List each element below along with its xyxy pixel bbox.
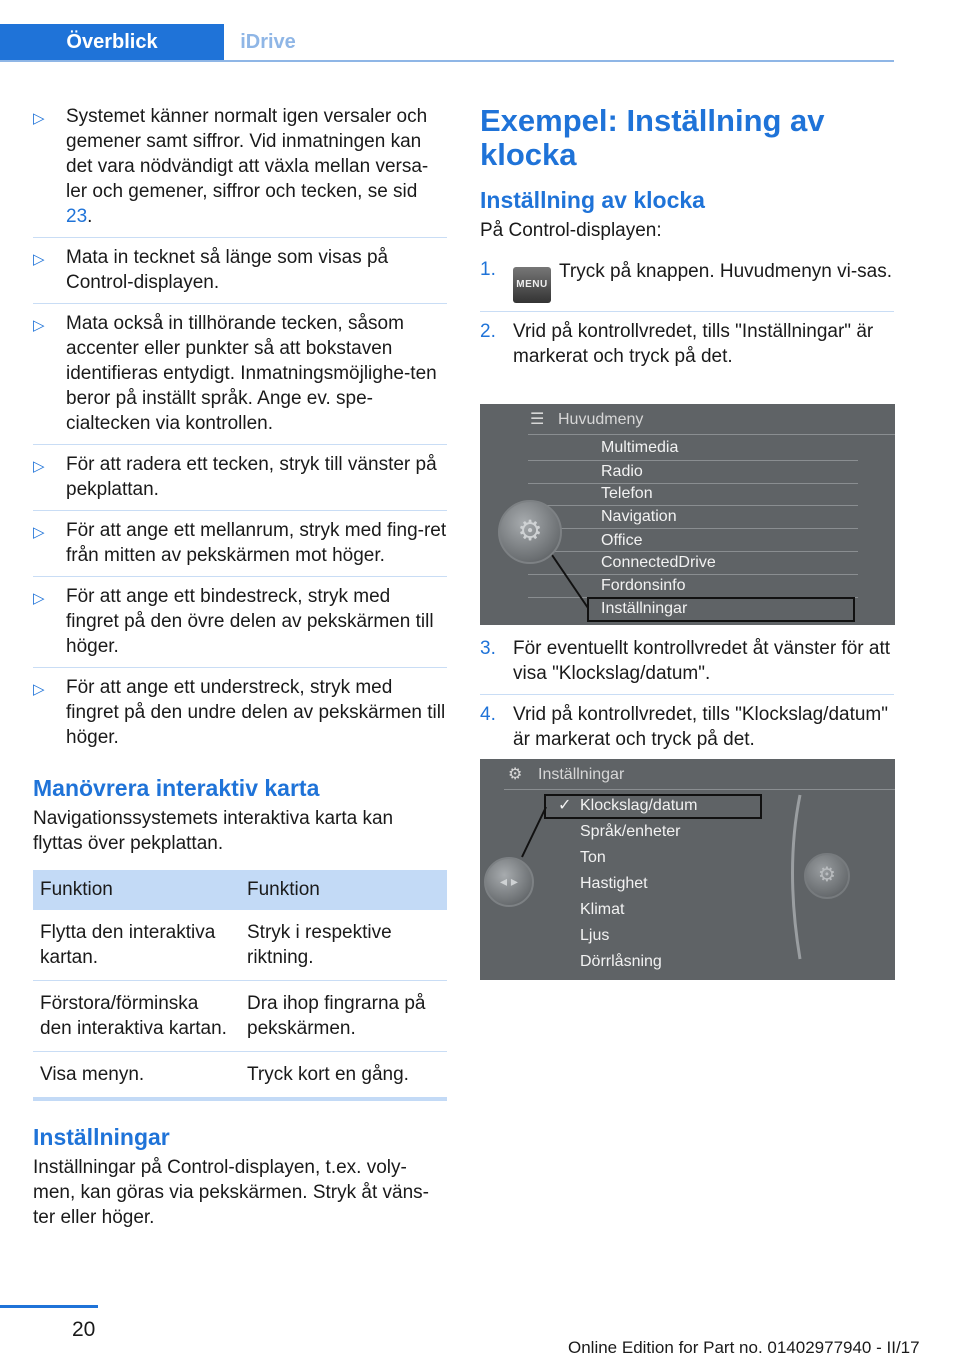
settings-heading: Inställningar [33, 1124, 170, 1150]
menu-item: Radio [601, 463, 643, 480]
list-item: ▷ För att ange ett understreck, stryk med fingret på den undre delen av pekskärmen till höger. [33, 677, 446, 748]
intro-text: På Control-displayen: [480, 220, 662, 241]
list-item: ▷ För att radera ett tecken, stryk till vänster på pekplattan. [33, 452, 447, 511]
menu-item: Ljus [580, 927, 610, 944]
settings-text: Inställningar på Control-displayen, t.ex. voly-men, kan göras via pekskärmen. Stryk åt väns-ter eller höger. [33, 1157, 429, 1228]
step-item: 3. För eventuellt kontrollvredet åt vänster för att visa "Klockslag/datum". [480, 636, 894, 695]
map-heading: Manövrera interaktiv karta [33, 775, 320, 801]
table-row [33, 981, 447, 1052]
page-number: 20 [72, 1318, 96, 1341]
menu-item-selected: Klockslag/datum [580, 797, 698, 814]
triangle-bullet-icon: ▷ [33, 681, 45, 698]
edition-text: Online Edition for Part no. 01402977940 - II/17 [568, 1338, 920, 1357]
table-cell: Visa menyn. [33, 1052, 240, 1100]
clock-subheading: Inställning av klocka [480, 187, 705, 213]
table-cell: Tryck kort en gång. [240, 1052, 447, 1100]
menu-item: Dörrlåsning [580, 953, 662, 970]
triangle-bullet-icon: ▷ [33, 458, 45, 475]
left-right-arrows-icon: ◂ ▸ [484, 857, 534, 907]
list-item: ▷ För att ange ett bindestreck, stryk med fingret på den övre delen av pekskärmen till höger. [33, 584, 447, 668]
check-icon: ✓ [558, 797, 572, 814]
table-cell: Dra ihop fingrarna på pekskärmen. [240, 981, 447, 1052]
gear-icon: ⚙ [498, 500, 562, 564]
step-item: 2. Vrid på kontrollvredet, tills "Inställningar" är markerat och tryck på det. [480, 321, 874, 367]
table-header: Funktion [240, 870, 447, 910]
page-link[interactable]: 23 [66, 206, 88, 227]
table-cell: Förstora/förminska den interaktiva kartan. [33, 981, 240, 1052]
gear-icon: ⚙ [508, 766, 523, 783]
table-row [33, 1052, 447, 1100]
steps-list-b [480, 636, 894, 767]
triangle-bullet-icon: ▷ [33, 317, 45, 334]
menu-item: Språk/enheter [580, 823, 681, 840]
list-item: ▷ Mata in tecknet så länge som visas på Control-displayen. [33, 245, 447, 304]
example-title: Exempel: Inställning av klocka [480, 103, 825, 172]
step-item: 4. Vrid på kontrollvredet, tills "Klockslag/datum" är markerat och tryck på det. [480, 704, 888, 750]
triangle-bullet-icon: ▷ [33, 110, 45, 127]
triangle-bullet-icon: ▷ [33, 524, 45, 541]
header-tabs [0, 24, 894, 62]
screenshot-main-menu [480, 404, 895, 625]
table-row [33, 910, 447, 981]
map-text: Navigationssystemets interaktiva karta kan flyttas över pekplattan. [33, 808, 394, 854]
menu-item: Telefon [601, 485, 653, 502]
left-column [33, 104, 447, 1238]
footer-rule [0, 1305, 98, 1308]
menu-item: Fordonsinfo [601, 577, 686, 594]
table-cell: Flytta den interaktiva kartan. [33, 910, 240, 981]
tab-overview[interactable]: Överblick [0, 24, 224, 60]
screenshot-settings [480, 759, 895, 980]
table-header: Funktion [33, 870, 240, 910]
steps-list-a [480, 257, 894, 377]
triangle-bullet-icon: ▷ [33, 590, 45, 607]
bullet-list [33, 104, 447, 758]
menu-item: Multimedia [601, 439, 679, 456]
table-cell: Stryk i respektive riktning. [240, 910, 447, 981]
tab-idrive[interactable]: iDrive [240, 31, 296, 53]
menu-button-icon: MENU [513, 267, 551, 303]
list-item: ▷ För att ange ett mellanrum, stryk med fing-ret från mitten av pekskärmen mot höger. [33, 518, 447, 577]
menu-item: Hastighet [580, 875, 648, 892]
list-item: ▷ Systemet känner normalt igen versaler och gemener samt siffror. Vid inmatningen kan det vara nödvändigt att växla mellan versa-ler och gemener, siffror och tecken, se sid 23. [33, 104, 447, 238]
function-table [33, 870, 447, 1101]
gear-icon: ⚙ [804, 853, 850, 899]
step-item: 1. MENUTryck på knappen. Huvudmenyn vi-sas. [480, 257, 894, 312]
triangle-bullet-icon: ▷ [33, 251, 45, 268]
menu-list-icon: ☰ [530, 411, 545, 428]
menu-item: Klimat [580, 901, 625, 918]
screen-title: Huvudmeny [558, 411, 644, 428]
menu-item-selected: Inställningar [601, 600, 688, 617]
menu-item: ConnectedDrive [601, 554, 716, 571]
menu-item: Navigation [601, 508, 677, 525]
menu-item: Ton [580, 849, 606, 866]
screen-title: Inställningar [538, 766, 625, 783]
menu-item: Office [601, 532, 643, 549]
list-item: ▷ Mata också in tillhörande tecken, såsom accenter eller punkter så att bokstaven identifieras entydigt. Inmatningsmöjlighe-ten beror på inställt språk. Ange ev. spe-cialtecken via kontrollen. [33, 311, 447, 445]
